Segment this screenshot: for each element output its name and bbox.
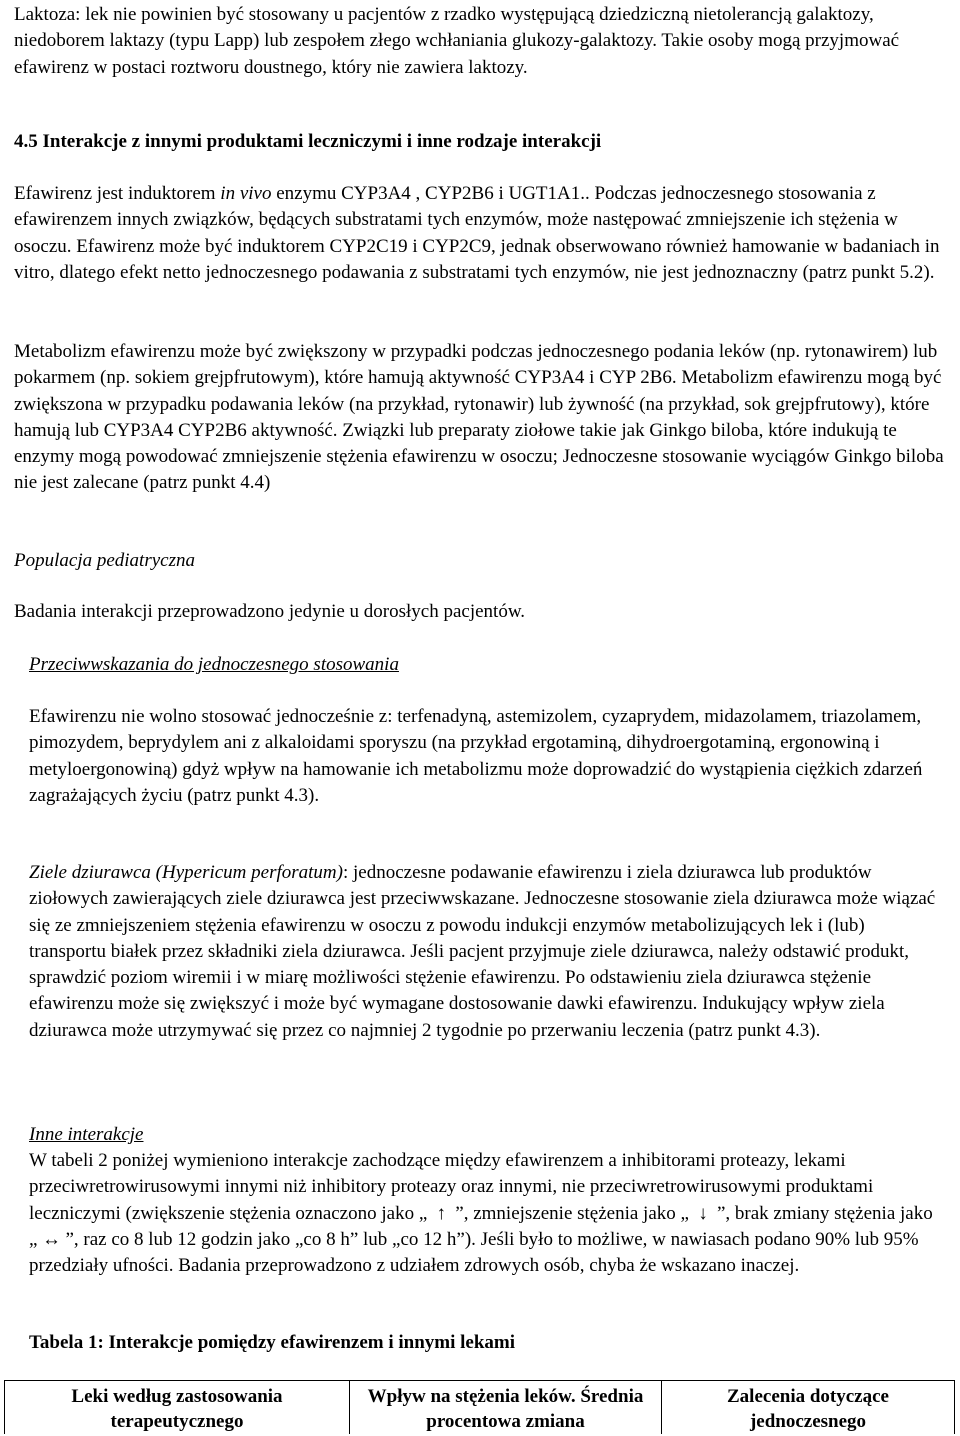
other-text-1: W tabeli 2 poniżej wymieniono interakcje zachodzące między efawirenzem a inhibitorami proteazy, lekami przeciwretrowirusowymi innymi niż inhibitory proteazy oraz innymi, nie przeciwretrowirusowymi produktami leczniczymi (zwiększenie stężenia oznaczono jako „ [29, 1150, 874, 1224]
induction-text-a: Efawirenz jest induktorem [14, 183, 221, 204]
other-interactions-text [29, 1148, 944, 1279]
pediatric-text: Badania interakcji przeprowadzono jedynie u dorosłych pacjentów. [14, 601, 526, 622]
other-interactions-heading: Inne interakcje [29, 1124, 144, 1145]
in-vivo-term: in vivo [220, 183, 272, 204]
lactose-warning-text: Laktoza: lek nie powinien być stosowany u pacjentów z rzadko występującą dziedziczną nietolerancją galaktozy, niedoborem laktazy (typu Lapp) lub zespołem złego wchłaniania glukozy-galaktozy. [14, 4, 874, 52]
arrow-both-icon: ↔ [41, 1228, 61, 1250]
induction-paragraph [14, 181, 944, 286]
table-title: Tabela 1: Interakcje pomiędzy efawirenzem i innymi lekami [29, 1332, 516, 1353]
other-text-3: ”, brak zmiany stężenia jako „ [29, 1202, 933, 1250]
table-header-drug: Leki według zastosowania terapeutycznego [5, 1381, 350, 1435]
st-johns-wort-term: Ziele dziurawca (Hypericum perforatum) [29, 862, 343, 883]
contraindications-text: Efawirenzu nie wolno stosować jednocześnie z: terfenadyną, astemizolem, cyzaprydem, midazolamem, triazolamem, pimozydem, beprydylem ani z alkaloidami sporyszu (na przykład ergotaminą, dihydroergotaminą, ergonowiną i metyloergonowiną) gdyż wpływ na hamowanie ich metabolizmu może doprowadzić do wystąpienia ciężkich zdarzeń zagrażających życiu (patrz punkt 4.3). [29, 706, 923, 806]
other-text-2: ”, zmniejszenie stężenia jako „ [455, 1202, 689, 1224]
table-header-effect: Wpływ na stężenia leków. Średnia procentowa zmiana [350, 1381, 662, 1435]
contraindications-heading: Przeciwwskazania do jednoczesnego stosowania [29, 654, 399, 675]
section-heading: 4.5 Interakcje z innymi produktami leczniczymi i inne rodzaje interakcji [14, 131, 602, 152]
arrow-up-icon: ↑ [436, 1202, 447, 1224]
pediatric-heading: Populacja pediatryczna [14, 550, 195, 571]
table-header-recommendation: Zalecenia dotyczące jednoczesnego [662, 1381, 955, 1435]
st-johns-wort-text: : jednoczesne podawanie efawirenzu i ziela dziurawca lub produktów ziołowych zawierających ziele dziurawca jest przeciwwskazane. Jednoczesne stosowanie ziela dziurawca może wiązać się ze zmniejszeniem stężenia efawirenzu w osoczu z powodu indukcji enzymów metabolizujących lek i (lub) transportu białek przez składniki ziela dziurawca. Jeśli pacjent przyjmuje ziele dziurawca, należy odstawić produkt, sprawdzić poziom wiremii i w miarę możliwości stężenie efawirenzu. Po odstawieniu ziela dziurawca stężenie efawirenzu może się zwiększyć i może być wymagane dostosowanie dawki efawirenzu. Indukujący wpływ ziela dziurawca może utrzymywać się przez co najmniej 2 tygodnie po przerwaniu leczenia (patrz punkt 4.3). [29, 862, 936, 1041]
arrow-down-icon: ↓ [698, 1202, 708, 1224]
other-text-4: ”, raz co 8 lub 12 godzin jako „co 8 h” lub „co 12 h”). Jeśli było to możliwe, w nawiasach podano 90% lub 95% przedziały ufności. Badania przeprowadzono z udziałem zdrowych osób, chyba że wskazano inaczej. [29, 1228, 919, 1277]
table-header-row [5, 1381, 955, 1435]
interactions-table [4, 1380, 955, 1434]
st-johns-wort-paragraph [29, 860, 944, 1044]
lactose-alternative-text: Takie osoby mogą przyjmować efawirenz w postaci roztworu doustnego, który nie zawiera laktozy. [14, 30, 900, 78]
lactose-paragraph [14, 2, 944, 81]
metabolism-paragraph: Metabolizm efawirenzu może być zwiększony w przypadki podczas jednoczesnego podania leków (np. rytonawirem) lub pokarmem (np. sokiem grejpfrutowym), które hamują aktywność CYP3A4 i CYP 2B6. Metabolizm efawirenzu mogą być zwiększona w przypadku podawania leków (na przykład, rytonawir) lub żywność (na przykład, sok grejpfrutowy), które hamują lub CYP3A4 CYP2B6 aktywność. Związki lub preparaty ziołowe takie jak Ginkgo biloba, które indukują te enzymy mogą powodować zmniejszenie stężenia efawirenzu w osoczu; Jednoczesne stosowanie wyciągów Ginkgo biloba nie jest zalecane (patrz punkt 4.4) [14, 341, 944, 494]
induction-text-b: enzymu CYP3A4 , CYP2B6 i UGT1A1.. Podczas jednoczesnego stosowania z efawirenzem innych związków, będących substratami tych enzymów, może następować zmniejszenie ich stężenia w osoczu. Efawirenz może być induktorem CYP2C19 i CYP2C9, jednak obserwowano również hamowanie w badaniach in vitro, dlatego efekt netto jednoczesnego podawania z substratami tych enzymów, nie jest jednoznaczny (patrz punkt 5.2). [14, 183, 940, 283]
